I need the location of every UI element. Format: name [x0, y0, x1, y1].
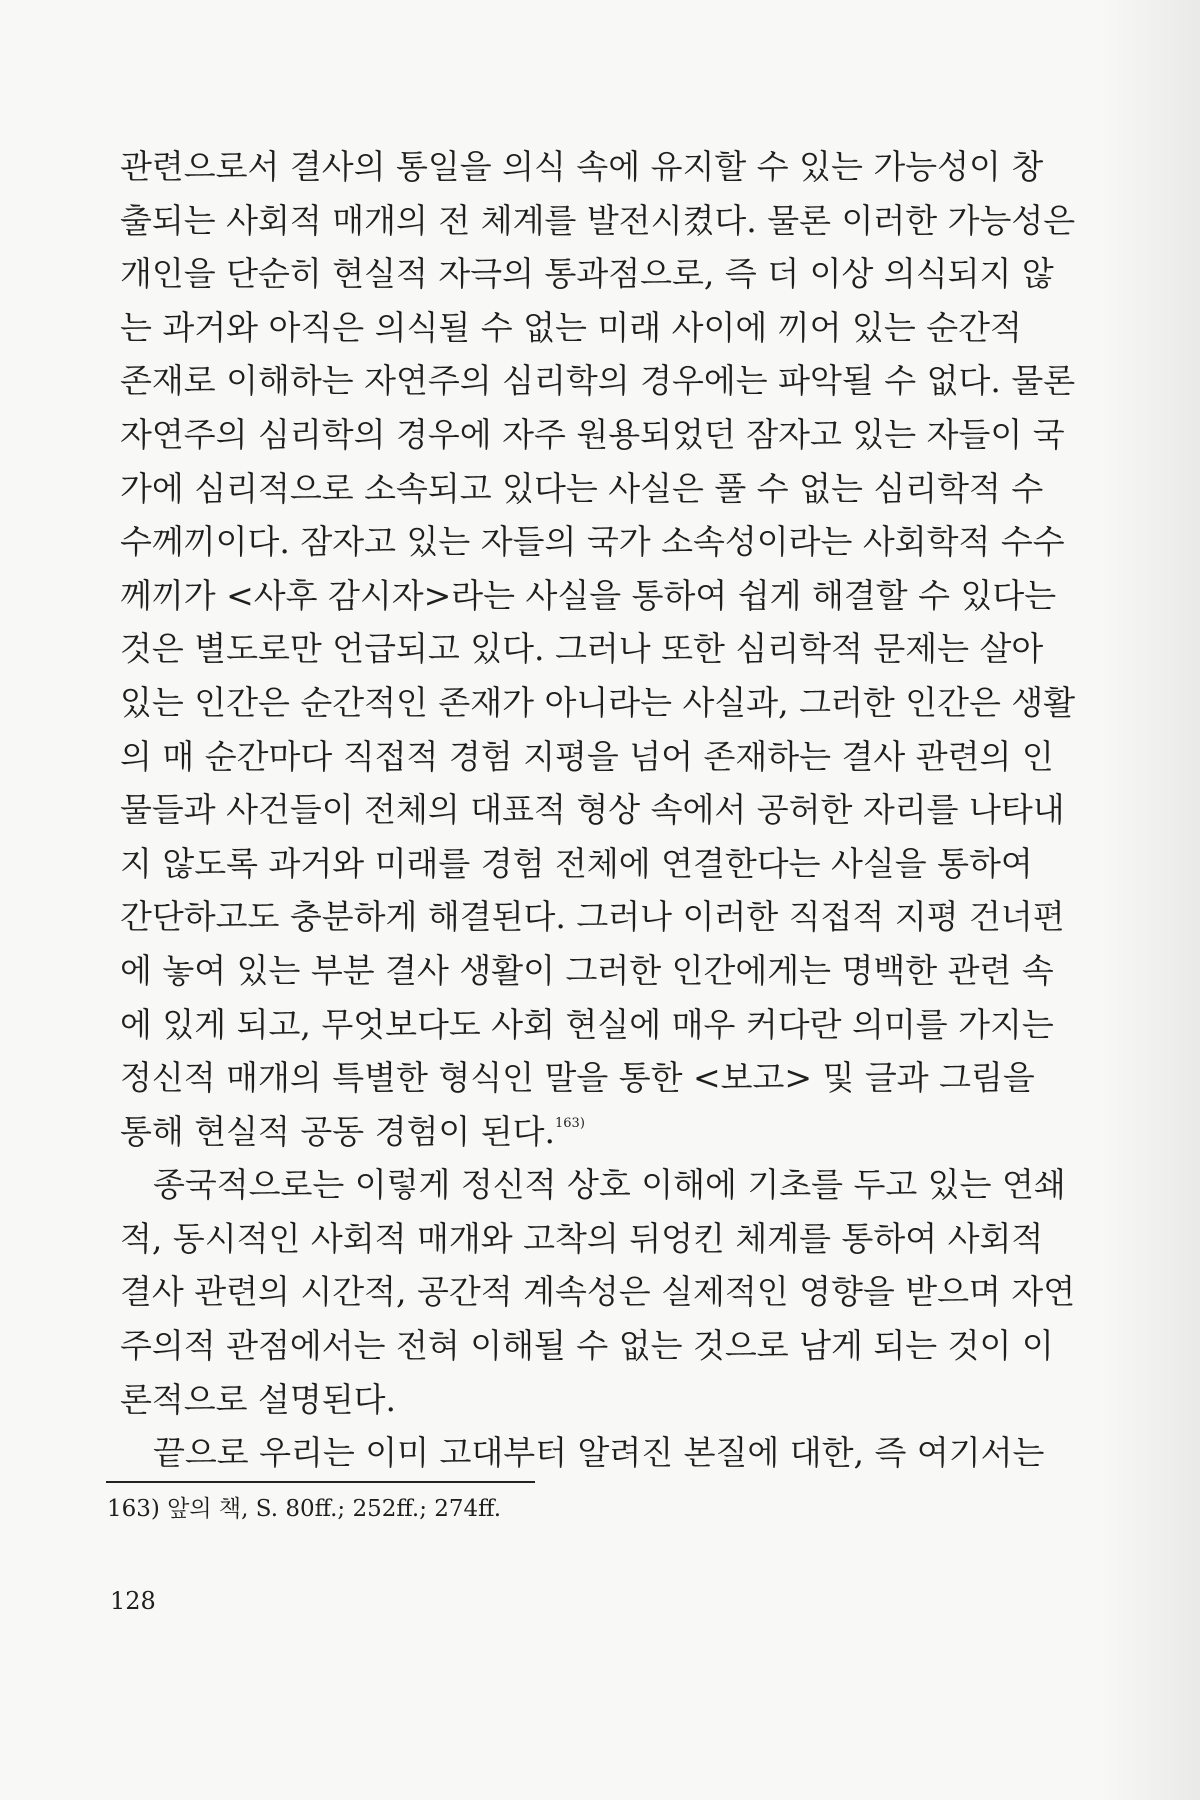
body-text — [120, 140, 1076, 1480]
text-line — [120, 1105, 1000, 1159]
text-line: 의 매 순간마다 직접적 경험 지평을 넘어 존재하는 결사 관련의 인 — [120, 736, 1054, 776]
page-edge-shadow — [1100, 0, 1200, 1800]
paragraph-start-line: 끝으로 우리는 이미 고대부터 알려진 본질에 대한, 즉 여기서는 — [153, 1433, 1045, 1473]
text-line: 것은 별도로만 언급되고 있다. 그러나 또한 심리학적 문제는 살아 — [120, 629, 1044, 669]
text-line: 자연주의 심리학의 경우에 자주 원용되었던 잠자고 있는 자들이 국 — [120, 414, 1065, 454]
text-line: 론적으로 설명된다. — [120, 1379, 397, 1419]
text-line: 개인을 단순히 현실적 자극의 통과점으로, 즉 더 이상 의식되지 않 — [120, 254, 1054, 294]
text-line: 수께끼이다. 잠자고 있는 자들의 국가 소속성이라는 사회학적 수수 — [120, 522, 1065, 562]
footnote: 163) 앞의 책, S. 80ff.; 252ff.; 274ff. — [107, 1496, 502, 1522]
text-line: 출되는 사회적 매개의 전 체계를 발전시켰다. 물론 이러한 가능성은 — [120, 200, 1076, 240]
text-line: 있는 인간은 순간적인 존재가 아니라는 사실과, 그러한 인간은 생활 — [120, 682, 1076, 722]
footnote-reference[interactable]: 163) — [555, 1115, 585, 1131]
text-line: 께끼가 <사후 감시자>라는 사실을 통하여 쉽게 해결할 수 있다는 — [120, 575, 1057, 615]
paragraph-start-line: 종국적으로는 이렇게 정신적 상호 이해에 기초를 두고 있는 연쇄 — [153, 1165, 1066, 1205]
text-line: 지 않도록 과거와 미래를 경험 전체에 연결한다는 사실을 통하여 — [120, 843, 1033, 883]
text-line: 관련으로서 결사의 통일을 의식 속에 유지할 수 있는 가능성이 창 — [120, 147, 1044, 186]
text-line: 주의적 관점에서는 전혀 이해될 수 없는 것으로 남게 되는 것이 이 — [120, 1326, 1054, 1366]
text-line: 에 놓여 있는 부분 결사 생활이 그러한 인간에게는 명백한 관련 속 — [120, 950, 1054, 990]
page-number: 128 — [110, 1587, 156, 1615]
text-line: 적, 동시적인 사회적 매개와 고착의 뒤엉킨 체계를 통하여 사회적 — [120, 1218, 1044, 1258]
text-line: 에 있게 되고, 무엇보다도 사회 현실에 매우 커다란 의미를 가지는 — [120, 1004, 1054, 1044]
text-line: 는 과거와 아직은 의식될 수 없는 미래 사이에 끼어 있는 순간적 — [120, 307, 1022, 347]
text-line: 존재로 이해하는 자연주의 심리학의 경우에는 파악될 수 없다. 물론 — [120, 361, 1076, 401]
footnote-divider — [106, 1481, 535, 1483]
text-line: 정신적 매개의 특별한 형식인 말을 통한 <보고> 및 글과 그림을 — [120, 1058, 1035, 1098]
text-line: 간단하고도 충분하게 해결된다. 그러나 이러한 직접적 지평 건너편 — [120, 897, 1065, 937]
text-line: 결사 관련의 시간적, 공간적 계속성은 실제적인 영향을 받으며 자연 — [120, 1272, 1076, 1312]
text-line: 물들과 사건들이 전체의 대표적 형상 속에서 공허한 자리를 나타내 — [120, 790, 1065, 830]
text-line: 가에 심리적으로 소속되고 있다는 사실은 풀 수 없는 심리학적 수 — [120, 468, 1044, 508]
text-line-content: 통해 현실적 공동 경험이 된다. — [120, 1111, 555, 1151]
